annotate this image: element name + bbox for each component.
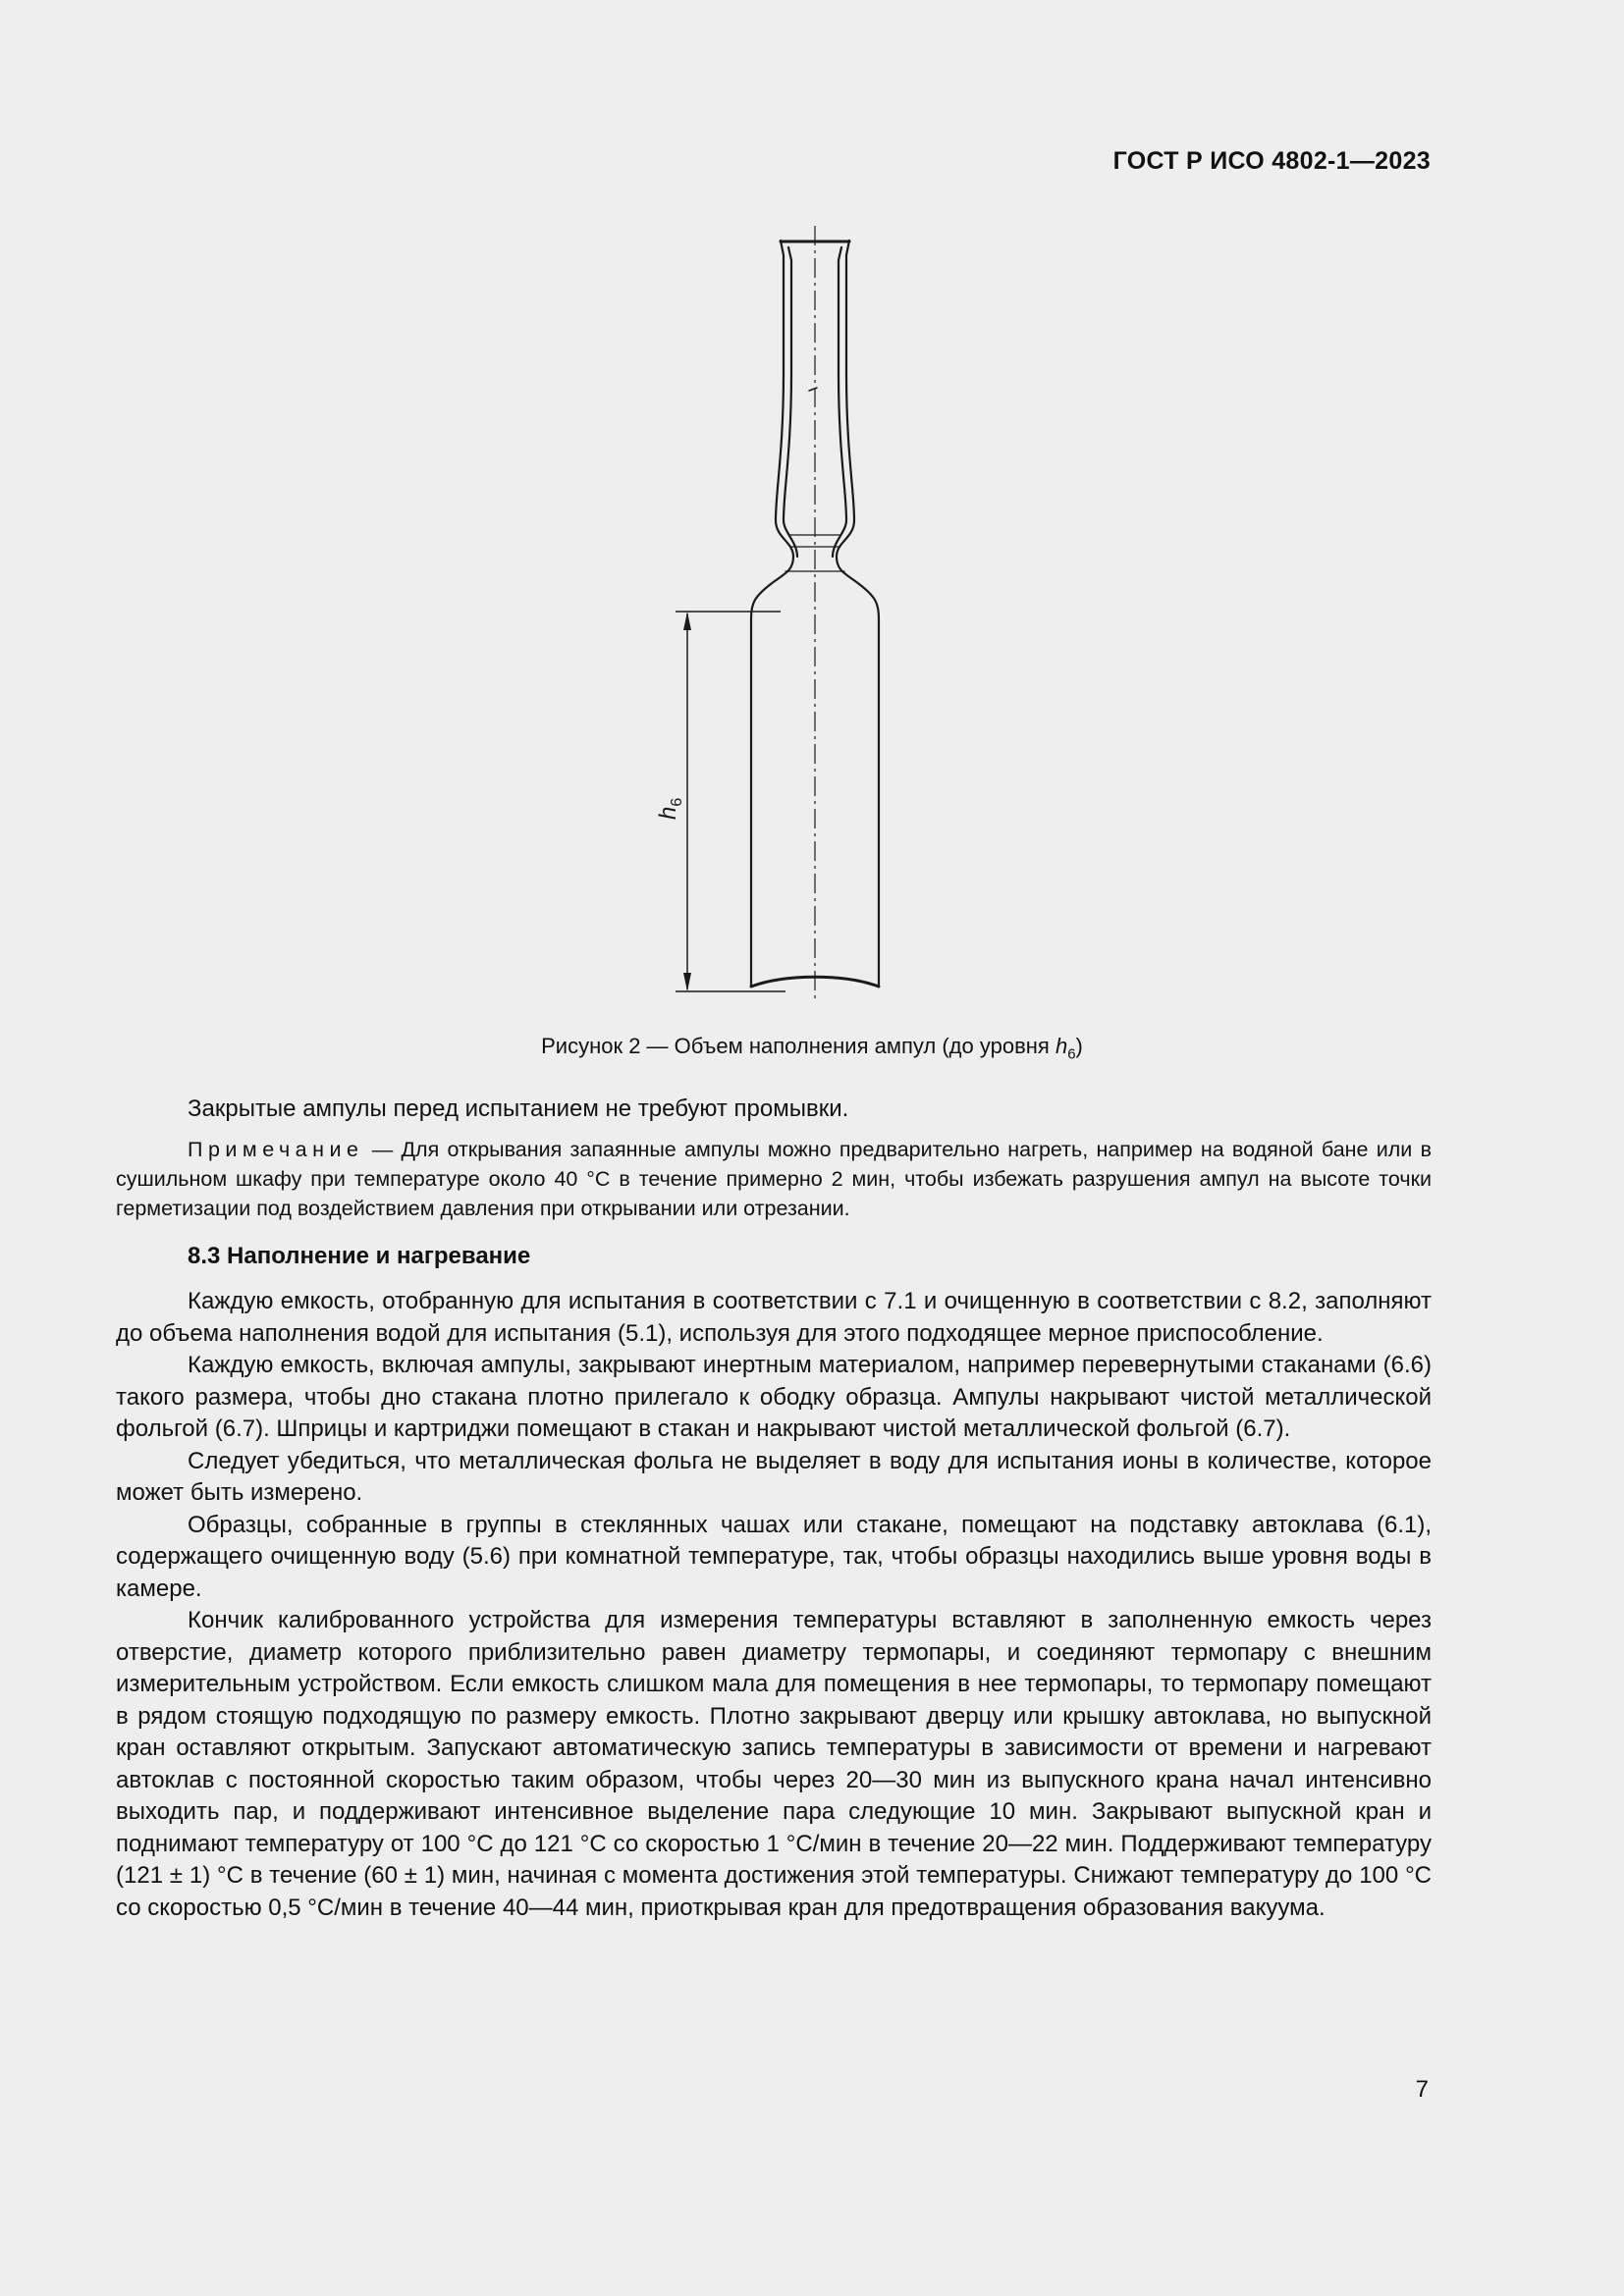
ampoule-outline-right [837,240,879,987]
paragraph: Кончик калиброванного устройства для измерения температуры вставляют в заполненную емкость через отверстие, диаметр которого приблизительно равен диаметру термопары, и соединяют термопару с внешним измерительным устройством. Если емкость слишком мала для помещения в нее термопары, то термопару помещают в рядом стоящую подходящую по размеру емкость. Плотно закрывают дверцу или крышку автоклава, но выпускной кран оставляют открытым. Запускают автоматическую запись температуры в зависимости от времени и нагревают автоклав с постоянной скоростью таким образом, чтобы через 20—30 мин из выпускного крана начал интенсивно выходить пар, и поддерживают интенсивное выделение пара следующие 10 мин. Закрывают выпускной кран и поднимают температуру от 100 °C до 121 °C со скоростью 1 °C/мин в течение 20—22 мин. Поддерживают температуру (121 ± 1) °C в течение (60 ± 1) мин, начиная с момента достижения этой температуры. Снижают температуру до 100 °C со скоростью 0,5 °C/мин в течение 40—44 мин, приоткрывая кран для предотвращения образования вакуума. [116,1607,1432,1921]
ring-mark [809,388,817,391]
ampoule-figure [589,226,1001,1011]
section-body [116,1286,1432,1924]
note-block [116,1135,1432,1223]
dimension-arrow-top [683,612,691,630]
ampoule-inner-right [833,247,846,557]
note-label: Примечание [188,1138,364,1161]
dimension-label: $h_6$ [655,797,685,820]
standard-code-header: ГОСТ Р ИСО 4802-1—2023 [1112,147,1431,175]
paragraph: Следует убедиться, что металлическая фольга не выделяет в воду для испытания ионы в количестве, которое может быть измерено. [116,1447,1432,1506]
paragraph: Каждую емкость, отобранную для испытания в соответствии с 7.1 и очищенную в соответствии с 8.2, заполняют до объема наполнения водой для испытания (5.1), используя для этого подходящее мерное приспособление. [116,1288,1432,1347]
ampoule-inner-left [784,247,797,557]
figure-caption [0,1034,1624,1062]
note-text: — Для открывания запаянные ампулы можно предварительно нагреть, например на водяной бане или в сушильном шкафу при температуре около 40 °C в течение примерно 2 мин, чтобы избежать разрушения ампул на высоте точки герметизации под воздействием давления при открывании или отрезании. [116,1138,1432,1220]
page-number: 7 [1415,2076,1429,2103]
section-heading: 8.3 Наполнение и нагревание [188,1243,531,1269]
caption-suffix: ) [1075,1034,1083,1058]
caption-text: Рисунок 2 — Объем наполнения ампул (до уровня [541,1034,1056,1058]
intro-paragraph: Закрытые ампулы перед испытанием не требуют промывки. [188,1095,849,1122]
intro-block [116,1094,1432,1126]
caption-subscript: 6 [1067,1045,1076,1063]
paragraph: Каждую емкость, включая ампулы, закрывают инертным материалом, например перевернутыми стаканами (6.6) такого размера, чтобы дно стакана плотно прилегало к ободку образца. Ампулы накрывают чистой металлической фольгой (6.7). Шприцы и картриджи помещают в стакан и накрывают чистой металлической фольгой (6.7). [116,1352,1432,1442]
caption-variable: h [1055,1034,1068,1058]
ampoule-outline-left [751,240,793,987]
dimension-arrow-bottom [683,973,691,991]
paragraph: Образцы, собранные в группы в стеклянных чашах или стакане, помещают на подставку автоклава (6.1), содержащего очищенную воду (5.6) при комнатной температуре, так, чтобы образцы находились выше уровня воды в камере. [116,1511,1432,1602]
